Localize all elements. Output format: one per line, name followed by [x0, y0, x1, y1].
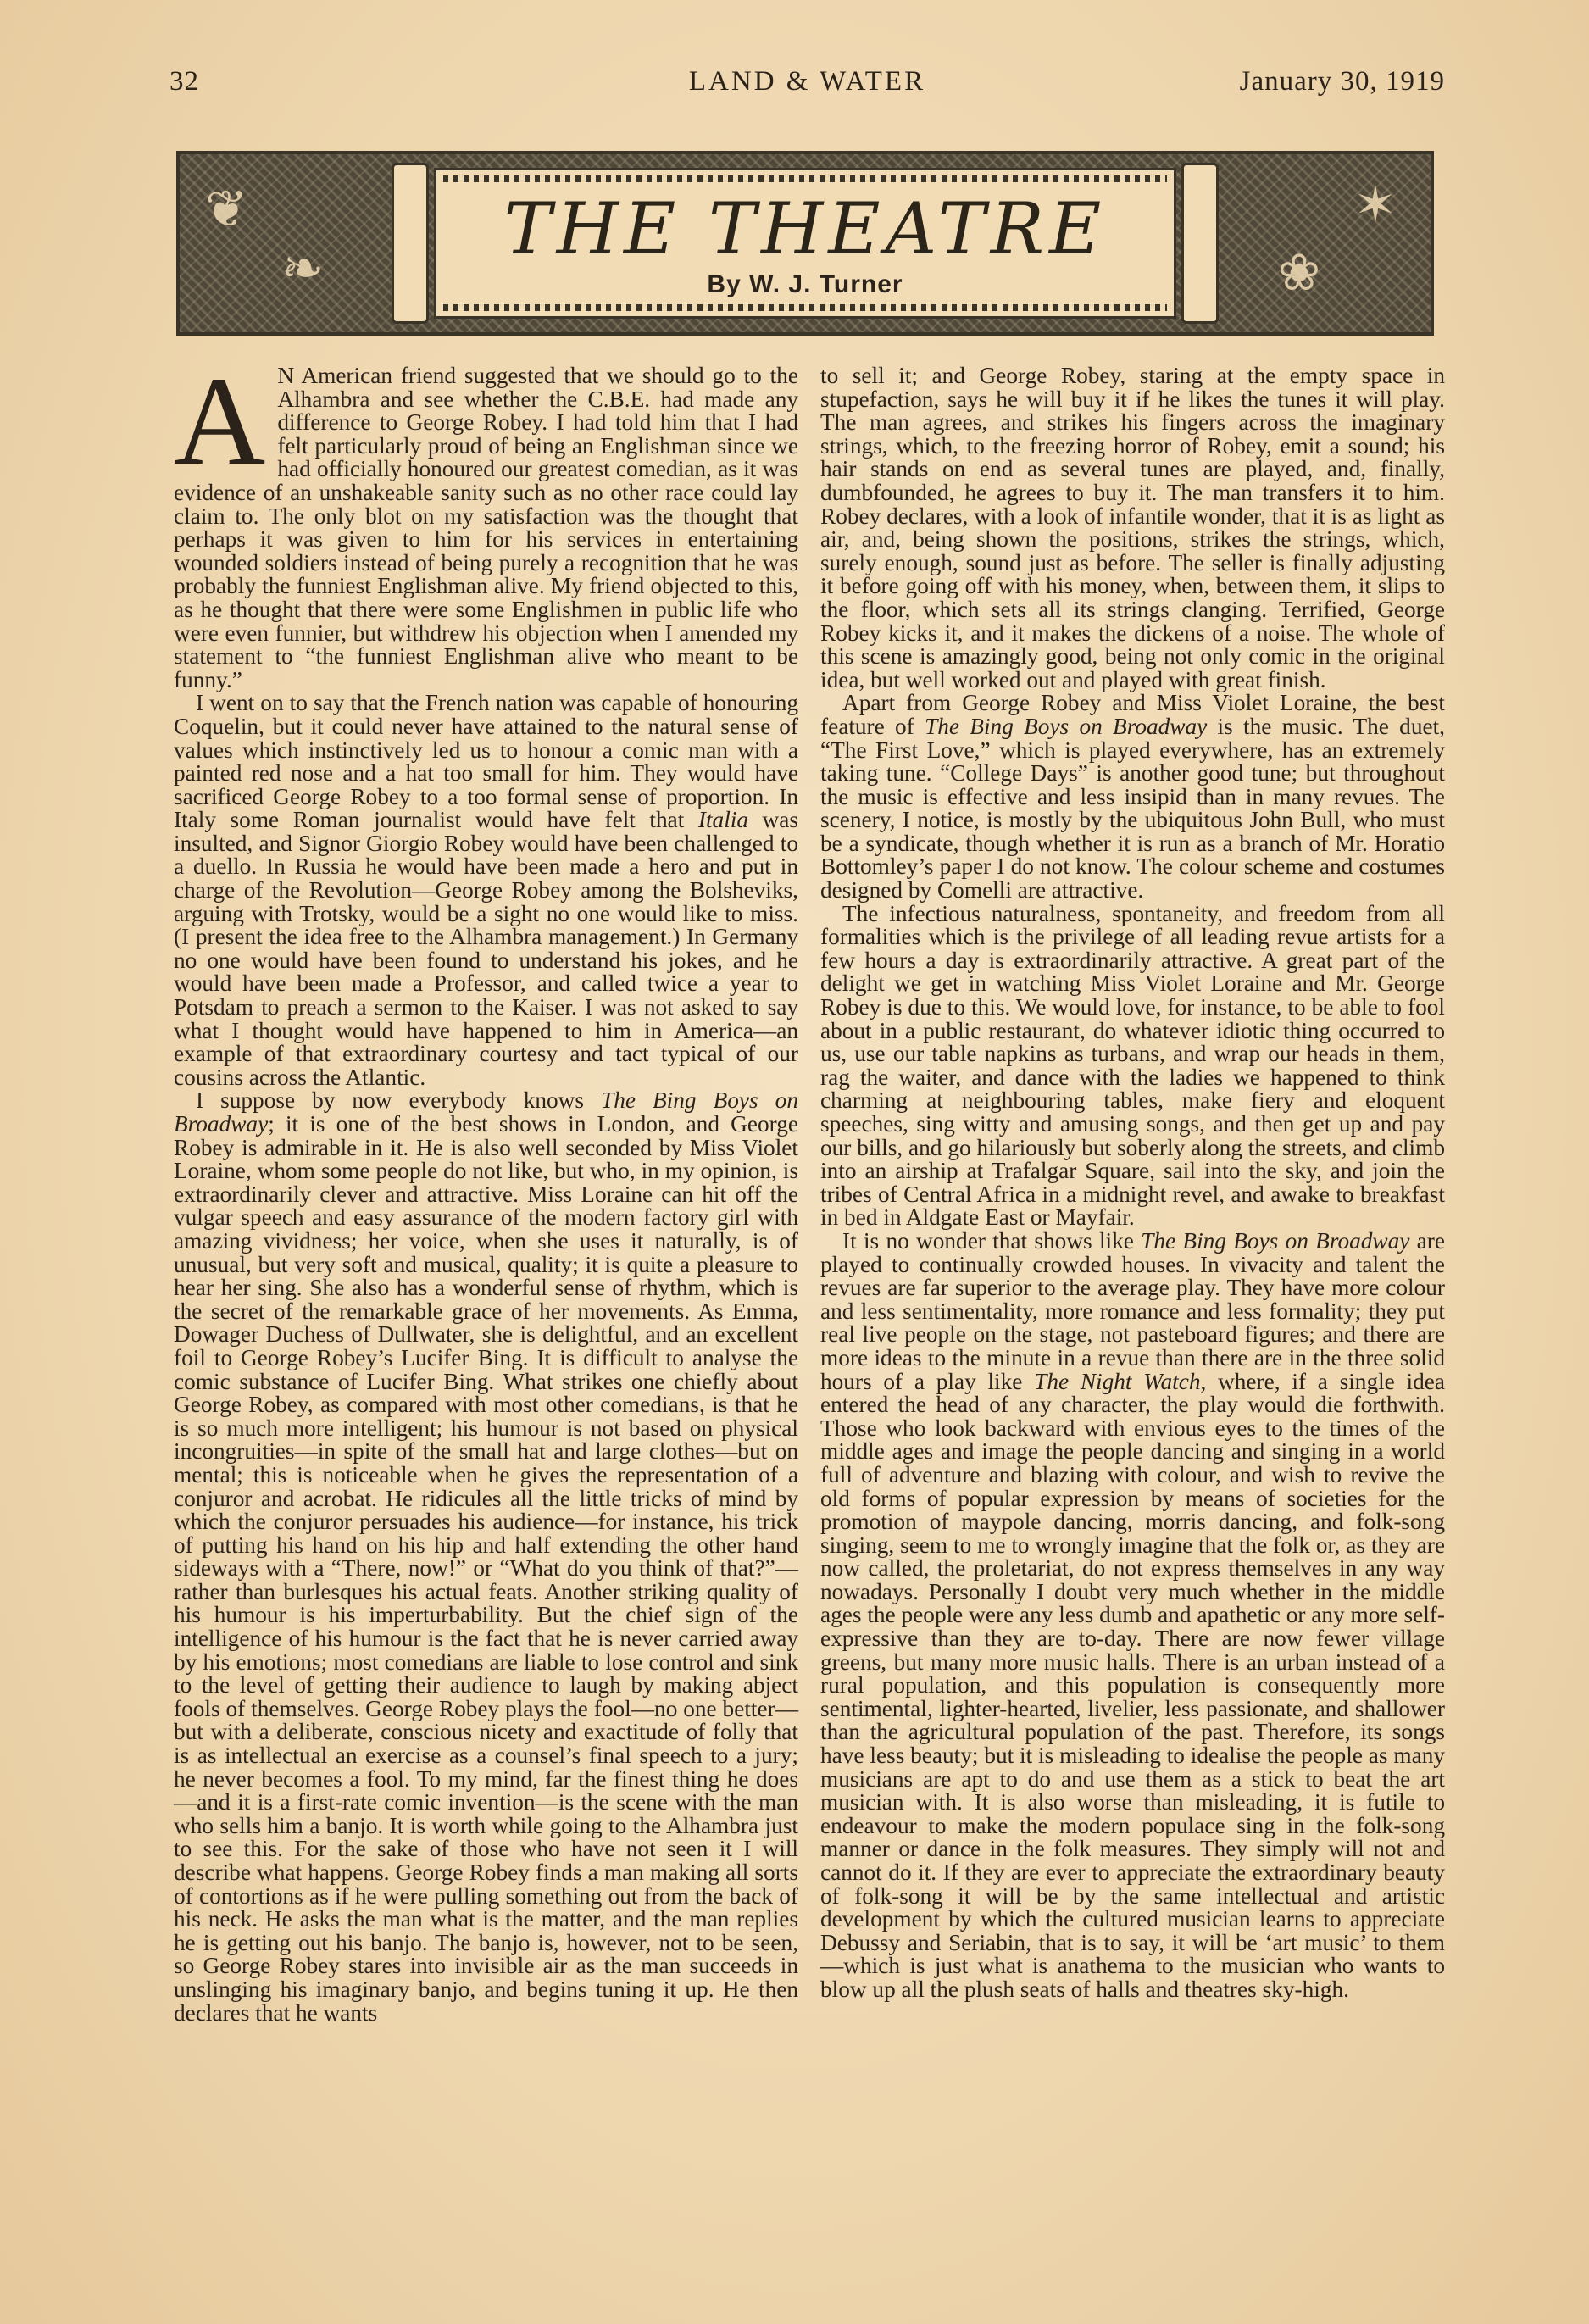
paragraph-text: I went on to say that the French nation was capable of honouring Coquelin, but it could never have attained to the natural sense of values which instinctively led us to honour a comic man with a painted red nose and a hat too small for him. They would have sacrificed George Robey to a too formal sense of proportion. In Italy some Roman journalist would have felt that — [174, 690, 798, 833]
paragraph-text: to sell it; and George Robey, staring at the empty space in stupefaction, says he will buy it if he likes the tunes it will play. The man agrees, and strikes his fingers across the imaginary strings, which, to the freezing horror of Robey, emit a sound; his hair stands on end as several tunes are played, and, finally, dumbfounded, he agrees to buy it. The man transfers it to him. Robey declares, with a look of infantile wonder, that it is as light as air, and, being shown the positions, strikes the strings, which, surely enough, sound just as before. The seller is finally adjusting it before going off with his money, when, between them, it slips to the floor, which sets all its strings clanging. Terrified, George Robey kicks it, and it makes the dickens of a noise. The whole of this scene is amazingly good, being not only comic in the original idea, but well worked out and played with great finish. — [820, 363, 1445, 692]
leaf-ornament-icon: ❧ — [281, 241, 325, 297]
flower-ornament-icon: ❀ — [1277, 245, 1320, 301]
paragraph-text: It is no wonder that shows like — [842, 1227, 1142, 1254]
paragraph — [820, 364, 1445, 692]
italic-title: The Night Watch — [1034, 1368, 1201, 1394]
paragraph — [174, 692, 798, 1089]
article-column-right — [820, 364, 1445, 2002]
section-title: THE THEATRE — [503, 187, 1107, 270]
paragraph — [820, 692, 1445, 902]
paragraph-text: The infectious naturalness, spontaneity, and freedom from all formalities which is the privilege of all leading revue artists for a few hours a day is extraordinarily attractive. A great part of the delight we get in watching Miss Violet Loraine and Mr. George Robey is due to this. We would love, for instance, to be able to fool about in a public restaurant, do whatever idiotic thing occurred to us, use our table napkins as turbans, and wrap our heads in them, rag the waiter, and dance with the ladies we happened to think charming at neighbouring tables, make fiery and eloquent speeches, sing witty and amusing songs, and then get up and pay our bills, and go hilariously but soberly along the streets, and climb into an airship at Trafalgar Square, sail into the sky, and join the tribes of Central Africa in a midnight revel, and awake to breakfast in bed in Aldgate East or Mayfair. — [820, 900, 1445, 1231]
paragraph — [820, 900, 1445, 1231]
section-banner — [176, 151, 1434, 336]
paragraph-text: ; it is one of the best shows in London, and George Robey is admirable in it. He is also well seconded by Miss Violet Loraine, whom some people do not like, but who, in my opinion, is extraordinarily clever and attractive. Miss Loraine can hit off the vulgar speech and easy assurance of the modern factory girl with amazing vividness; her voice, when she uses it naturally, is of unusual, but very soft and musical, quality; it is quite a pleasure to hear her sing. She also has a wonderful sense of rhythm, which is the secret of the remarkable grace of her movements. As Emma, Dowager Duchess of Dullwater, she is delightful, and an excellent foil to George Robey’s Lucifer Bing. It is difficult to analyse the comic substance of Lucifer Bing. What strikes one chiefly about George Robey, as compared with most other comedians, is that he is so much more intelligent; his humour is not based on physical incongruities—in spite of the small hat and large clothes—but on mental; this is noticeable when he gives the representation of a conjuror and acrobat. He ridicules all the little tricks of mind by which the conjuror persuades his audience—for instance, his trick of putting his hand on his hip and half extending the other hand sideways with a “There, now!” or “What do you think of that?”—rather than burlesques his actual feats. Another striking quality of his humour is his imperturbability. But the chief sign of the intelligence of his humour is the fact that he is never carried away by his emotions; most comedians are liable to lose control and sink to the level of getting their audience to laugh by making abject fools of themselves. George Robey plays the fool—no one better—but with a deliberate, conscious nicety and exactitude of folly that is as intellectual an exercise as a counsel’s final speech to a jury; he never becomes a fool. To my mind, far the finest thing he does—and it is a first-rate comic invention—is the scene with the man who sells him a banjo. It is worth while going to the Alhambra just to see this. For the sake of those who have not seen it I will describe what happens. George Robey finds a man making all sorts of contortions as if he were pulling something out from the back of his neck. He asks the man what is the matter, and the man replies he is getting out his banjo. The banjo is, however, not to be seen, so George Robey stares into invisible air as the man succeeds in unslinging his imaginary banjo, and begins tuning it up. He then declares that he wants — [174, 1111, 798, 2026]
running-header — [169, 66, 1445, 108]
scroll-ornament-right — [1181, 163, 1219, 324]
paragraph-text: is the music. The duet, “The First Love,” which is played everywhere, has an extremely taking tune. “College Days” is another good tune; but throughout the music is effective and less insipid than in many revues. The scenery, I notice, is mostly by the ubiquitous John Bull, who must be a syndicate, though whether it is run as a branch of Mr. Horatio Bottomley’s paper I do not know. The colour scheme and costumes designed by Comelli are attractive. — [820, 713, 1445, 903]
page-number: 32 — [169, 66, 199, 97]
paragraph-text: Apart from George Robey and Miss Violet Loraine, the best feature of — [820, 690, 1445, 739]
magazine-title: LAND & WATER — [688, 66, 926, 97]
article-column-left — [174, 351, 798, 2026]
paragraph-text: , where, if a single idea entered the head of any character, the play would die forthwith. Those who look backward with envious eyes to the times of the middle ages and image the people dancing and singing in a world full of adventure and blazing with colour, and wish to revive the old forms of popular expression by means of societies for the promotion of maypole dancing, morris dancing, and folk-song singing, seem to me to wrongly imagine that the folk or, as they are now called, the proletariat, do not express themselves in any way nowadays. Personally I doubt very much whether in the middle ages the people were any less dumb and apathetic or any more self-expressive than they are to-day. There are now fewer village greens, but many more music halls. There is an urban instead of a rural population, and this population is consequently more sentimental, lighter-hearted, livelier, less passionate, and shallower than the agricultural population of the past. Therefore, its songs have less beauty; but it is misleading to idealise the people as many musicians are apt to do and use them as a stick to beat the art musician with. It is also worse than misleading, it is futile to endeavour to make the modern populace sing in the folk-song manner or dance in the folk measures. They simply will not and cannot do it. If they are ever to appreciate the extraordinary beauty of folk-song it will be by the same intellectual and artistic development by which the cultured musician learns to appreciate Debussy and Seriabin, that is to say, it will be ‘art music’ to them—which is just what is anathema to the musician who wants to blow up all the plush seats of halls and theatres sky-high. — [820, 1368, 1445, 2002]
paragraph — [820, 1227, 1445, 2002]
paragraph — [174, 1089, 798, 2025]
star-ornament-icon: ✶ — [1353, 177, 1397, 233]
paragraph-text: was insulted, and Signor Giorgio Robey would have been challenged to a duello. In Russia he would have been made a hero and put in charge of the Revolution—George Robey among the Bolsheviks, arguing with Trotsky, would be a sight no one would like to miss. (I present the idea free to the Alhambra management.) In Germany no one would have been found to understand his jokes, and he would have been made a Professor, and called twice a year to Potsdam to preach a sermon to the Kaiser. I was not asked to say what I thought would have happened to him in America—an example of that extraordinary courtesy and tact typical of our cousins across the Atlantic. — [174, 807, 798, 1090]
paragraph-text: I suppose by now everybody knows — [196, 1087, 602, 1114]
paragraph-text: are played to continually crowded houses. In vivacity and talent the revues are far superior to the average play. They have more colour and less sentimentality, more romance and less formality; they put real live people on the stage, not pasteboard figures; and there are more ideas to the minute in a revue than there are in the three solid hours of a play like — [820, 1227, 1445, 1394]
italic-title: The Bing Boys on Broadway — [174, 1087, 798, 1137]
vine-ornament-icon: ❦ — [205, 181, 248, 237]
issue-date: January 30, 1919 — [1239, 66, 1445, 97]
banner-panel — [434, 168, 1176, 319]
drop-cap: A — [174, 351, 266, 492]
scroll-ornament-left — [392, 163, 429, 324]
italic-title: The Bing Boys on Broadway — [1141, 1227, 1410, 1254]
byline: By W. J. Turner — [707, 270, 903, 298]
paragraph — [174, 351, 798, 692]
italic-title: The Bing Boys on Broadway — [925, 713, 1208, 739]
paragraph-text: N American friend suggested that we should go to the Alhambra and see whether the C.B.E. had made any difference to George Robey. I had told him that I had felt particularly proud of being an Englishman since we had officially honoured our greatest comedian, as it was evidence of an unshakeable sanity such as no other race could lay claim to. The only blot on my satisfaction was the thought that perhaps it was given to him for his services in entertaining wounded soldiers instead of being purely a recognition that he was probably the funniest Englishman alive. My friend objected to this, as he thought that there were some Englishmen in public life who were even funnier, but withdrew his objection when I amended my statement to “the funniest Englishman alive who meant to be funny.” — [174, 363, 798, 692]
article-body — [174, 351, 1445, 2221]
italic-title: Italia — [697, 807, 749, 833]
